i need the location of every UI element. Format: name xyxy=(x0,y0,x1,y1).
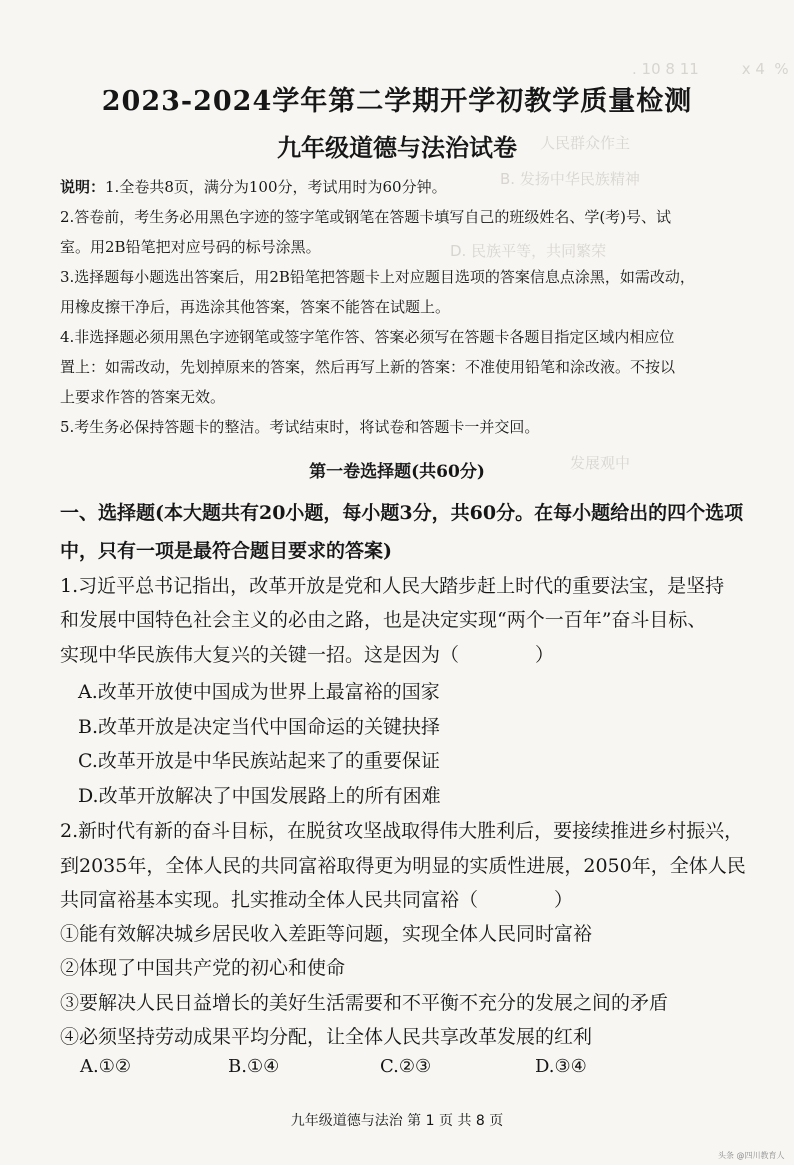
page-footer: 九年级道德与法治 第 1 页 共 8 页 xyxy=(290,1113,504,1129)
instruction-line: 2.答卷前，考生务必用黑色字迹的签字笔或钢笔在答题卡填写自己的班级姓名、学(考)号、试 xyxy=(60,208,672,226)
question-1-stem: 实现中华民族伟大复兴的关键一招。这是因为（ ） xyxy=(60,644,555,666)
question-1-stem: 1.习近平总书记指出，改革开放是党和人民大踏步赶上时代的重要法宝，是坚持 xyxy=(60,575,725,597)
watermark: 头条 @四川教育人 xyxy=(718,1151,785,1160)
question-2-stem: 到2035年，全体人民的共同富裕取得更为明显的实质性进展，2050年，全体人民 xyxy=(60,855,746,877)
question-2-choice-c: C.②③ xyxy=(380,1056,432,1077)
question-1-stem: 和发展中国特色社会主义的必由之路，也是决定实现“两个一百年”奋斗目标、 xyxy=(60,609,707,631)
instruction-label: 说明： xyxy=(60,178,106,196)
question-2-choice-a: A.①② xyxy=(80,1056,131,1077)
instruction-line: 说明：1.全卷共8页，满分为100分，考试用时为60分钟。 xyxy=(60,178,447,196)
question-1-option-b: B.改革开放是决定当代中国命运的关键抉择 xyxy=(78,716,441,738)
exam-subtitle: 九年级道德与法治试卷 xyxy=(277,133,517,162)
question-2-statement: ③要解决人民日益增长的美好生活需要和不平衡不充分的发展之间的矛盾 xyxy=(60,992,669,1014)
exam-title: 2023-2024学年第二学期开学初教学质量检测 xyxy=(101,86,693,117)
instruction-line: 用橡皮擦干净后，再选涂其他答案，答案不能答在试题上。 xyxy=(60,298,451,316)
instruction-line: 5.考生务必保持答题卡的整洁。考试结束时，将试卷和答题卡一并交回。 xyxy=(60,418,540,436)
question-2-stem: 共同富裕基本实现。扎实推动全体人民共同富裕（ ） xyxy=(60,889,574,911)
question-2-statement: ④必须坚持劳动成果平均分配，让全体人民共享改革发展的红利 xyxy=(60,1026,593,1048)
bleed-through-text: . 10 8 11 x 4 % xyxy=(632,60,789,78)
bleed-through-text: B. 发扬中华民族精神 xyxy=(500,170,640,188)
bleed-through-text: D. 民族平等，共同繁荣 xyxy=(450,242,607,260)
bleed-through-text: 发展观中 xyxy=(570,454,631,472)
instruction-line: 上要求作答的答案无效。 xyxy=(60,388,226,406)
question-1-option-c: C.改革开放是中华民族站起来了的重要保证 xyxy=(78,750,440,772)
instruction-line: 室。用2B铅笔把对应号码的标号涂黑。 xyxy=(60,238,321,256)
question-2-statement: ②体现了中国共产党的初心和使命 xyxy=(60,957,346,979)
instruction-line: 4.非选择题必须用黑色字迹钢笔或签字笔作答、答案必须写在答题卡各题目指定区域内相应位 xyxy=(60,328,675,346)
question-2-choice-d: D.③④ xyxy=(535,1056,587,1077)
section-heading: 第一卷选择题(共60分) xyxy=(309,462,485,482)
question-1-option-d: D.改革开放解决了中国发展路上的所有困难 xyxy=(78,785,441,807)
part-heading: 中，只有一项是最符合题目要求的答案) xyxy=(60,540,392,562)
bleed-through-text: 人民群众作主 xyxy=(540,134,631,152)
question-1-option-a: A.改革开放使中国成为世界上最富裕的国家 xyxy=(78,681,440,703)
part-heading: 一、选择题(本大题共有20小题，每小题3分，共60分。在每小题给出的四个选项 xyxy=(60,502,744,524)
instruction-line: 置上：如需改动，先划掉原来的答案，然后再写上新的答案：不准使用铅笔和涂改液。不按以 xyxy=(60,358,676,376)
question-2-stem: 2.新时代有新的奋斗目标，在脱贫攻坚战取得伟大胜利后，要接续推进乡村振兴， xyxy=(60,820,744,842)
instruction-line: 3.选择题每小题选出答案后，用2B铅笔把答题卡上对应题目选项的答案信息点涂黑，如需改动， xyxy=(60,268,695,286)
question-2-choice-b: B.①④ xyxy=(228,1056,280,1077)
question-2-statement: ①能有效解决城乡居民收入差距等问题，实现全体人民同时富裕 xyxy=(60,923,593,945)
